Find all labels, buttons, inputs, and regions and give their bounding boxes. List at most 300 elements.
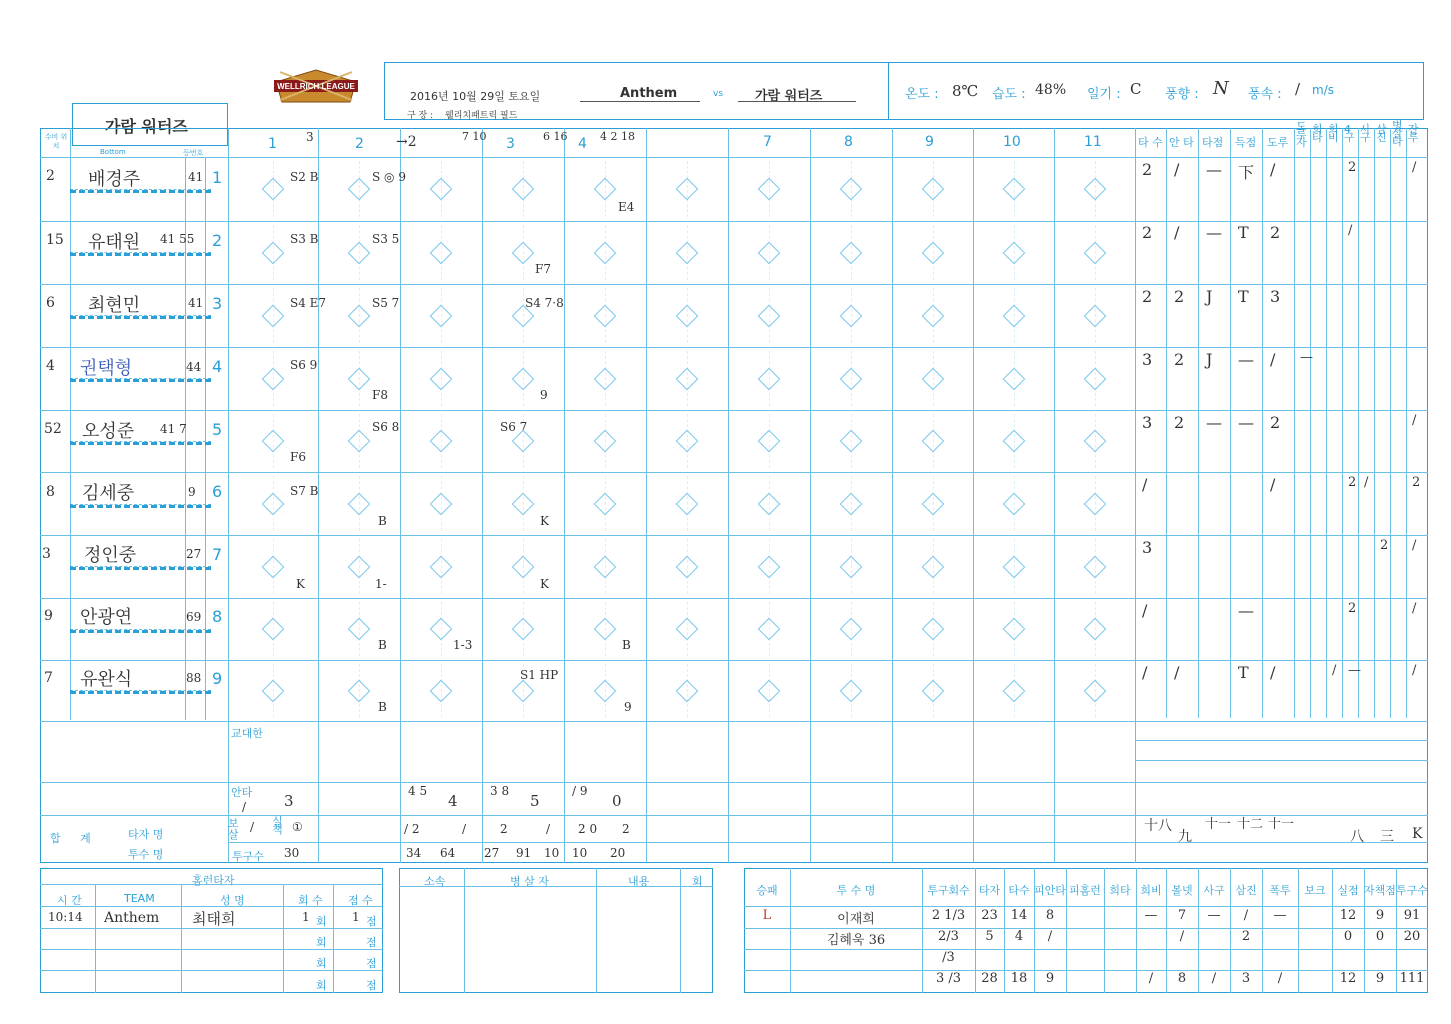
- cell-divider: [605, 288, 606, 343]
- pitcher-header: 투구회수: [927, 884, 970, 897]
- sub-label: 교대한: [231, 727, 263, 740]
- pitch-6: 10: [544, 846, 560, 860]
- pitcher-cell: 2 1/3: [931, 908, 966, 923]
- walks-3: / 2: [404, 822, 420, 836]
- stat-cell: /: [1174, 663, 1180, 682]
- cell-divider: [605, 539, 606, 594]
- batter-name: 유완식: [80, 669, 133, 690]
- walks-label: 보 살: [228, 817, 239, 841]
- pitcher-cell: 9: [1045, 971, 1055, 986]
- team-name: 가람 워터즈: [105, 117, 188, 136]
- batting-order: 8: [212, 607, 223, 626]
- cell-divider: [687, 225, 688, 280]
- cell-divider: [1095, 225, 1096, 280]
- hr-inn-unit: 회: [316, 957, 327, 970]
- batting-order: 1: [212, 168, 223, 187]
- summary-2: 九: [1178, 829, 1192, 845]
- batter-no: 69: [186, 610, 202, 624]
- pitcher-cell: 김혜욱 36: [826, 933, 886, 948]
- hits-label: 안타: [231, 786, 253, 799]
- pitch-label: 투구수: [232, 850, 264, 863]
- stat-header-hbp: 사구: [1360, 123, 1371, 144]
- pitcher-header: 승패: [756, 884, 778, 897]
- pitcher-header: 피홈런: [1069, 884, 1101, 897]
- batter-pos: 6: [46, 295, 55, 311]
- batter-pos: 2: [46, 168, 55, 184]
- batter-no: 27: [186, 547, 202, 561]
- cell-divider: [605, 351, 606, 406]
- pitcher-header: 사구: [1203, 884, 1225, 897]
- cell-divider: [441, 288, 442, 343]
- play-r4-i3: 9: [540, 388, 548, 402]
- stat-header-h: 안 타: [1169, 136, 1194, 149]
- hr-pts: 1: [352, 910, 360, 924]
- summary-8: 三: [1380, 829, 1394, 845]
- batting-order: 7: [212, 545, 223, 564]
- play-r3-i1: S4 E7: [290, 296, 327, 310]
- cell-divider: [273, 602, 274, 656]
- walks-5: 2: [500, 822, 508, 836]
- summary-3: 十一: [1205, 817, 1232, 832]
- cell-divider: [441, 225, 442, 280]
- pitcher-cell: 91: [1403, 908, 1421, 923]
- pitcher-cell: 18: [1010, 971, 1028, 986]
- play-r4-i2: F8: [372, 388, 388, 402]
- batter-pos: 52: [44, 421, 62, 437]
- stat-cell: /: [1364, 475, 1369, 490]
- injury-header-content: 내용: [628, 875, 650, 888]
- stat-header-sh: 희타: [1312, 123, 1323, 144]
- cell-divider: [933, 351, 934, 406]
- hits-6: 5: [530, 792, 540, 810]
- play-r9-i4: 9: [624, 700, 632, 714]
- stat-cell: /: [1174, 160, 1180, 179]
- cell-divider: [441, 414, 442, 468]
- cell-divider: [359, 539, 360, 594]
- cell-divider: [273, 161, 274, 217]
- inning-2-header: 2: [355, 136, 364, 152]
- cell-divider: [851, 414, 852, 468]
- batter-no: 41 7: [160, 422, 187, 436]
- play-r1-i1: S2 B: [290, 170, 319, 184]
- batter-no: 44: [186, 360, 202, 374]
- stat-cell: 2: [1142, 223, 1153, 242]
- cell-divider: [441, 351, 442, 406]
- cell-divider: [1014, 602, 1015, 656]
- venue: 웰리치패트릭 필드: [445, 111, 518, 121]
- cell-divider: [851, 476, 852, 531]
- hits-1: /: [242, 800, 247, 814]
- stat-header-so: 삼진: [1376, 123, 1387, 144]
- weather-value: C: [1130, 80, 1142, 98]
- cell-divider: [687, 602, 688, 656]
- batter-pos: 8: [46, 484, 55, 500]
- injury-header-player: 병 살 자: [510, 875, 549, 888]
- batter-pos: 4: [46, 358, 55, 374]
- hr-inn-unit: 회: [316, 936, 327, 949]
- cell-divider: [1014, 539, 1015, 594]
- cell-divider: [769, 225, 770, 280]
- play-r1-i4: E4: [618, 200, 635, 214]
- cell-divider: [605, 225, 606, 280]
- hr-inn-unit: 회: [316, 979, 327, 992]
- cell-divider: [687, 414, 688, 468]
- batting-order: 2: [212, 231, 223, 250]
- stat-cell: /: [1412, 538, 1417, 553]
- stat-cell: —: [1206, 223, 1222, 242]
- cell-divider: [441, 161, 442, 217]
- batter-no: 41: [188, 296, 204, 310]
- pitcher-cell: —: [1207, 908, 1221, 923]
- cell-divider: [933, 225, 934, 280]
- cell-divider: [273, 664, 274, 717]
- game-date: 2016년 10월 29일 토요일: [410, 90, 541, 103]
- pitcher-cell: /: [1179, 929, 1185, 944]
- cell-divider: [1014, 414, 1015, 468]
- cell-divider: [1095, 476, 1096, 531]
- pitcher-header: 희비: [1140, 884, 1162, 897]
- play-r8-i2b: 1-3: [453, 638, 473, 652]
- stat-cell: 2: [1348, 475, 1357, 490]
- inning-mark-3: 7 10: [462, 130, 487, 143]
- inning-8-header: 8: [844, 134, 853, 150]
- stat-cell: 2: [1270, 413, 1281, 432]
- stat-cell: 2: [1348, 601, 1357, 616]
- cell-divider: [1014, 476, 1015, 531]
- cell-divider: [933, 288, 934, 343]
- stat-cell: /: [1270, 475, 1276, 494]
- cell-divider: [605, 664, 606, 717]
- stat-header-bb: 4구: [1344, 123, 1355, 144]
- pitcher-label: 투수 명: [128, 848, 164, 861]
- inning-7-header: 7: [763, 134, 772, 150]
- cell-divider: [933, 414, 934, 468]
- cell-divider: [933, 602, 934, 656]
- cell-divider: [687, 351, 688, 406]
- stat-header-sf: 희비: [1328, 123, 1339, 144]
- play-r7-i3: K: [540, 577, 549, 591]
- batting-order: 4: [212, 357, 223, 376]
- pitcher-header: 보크: [1304, 884, 1326, 897]
- cell-divider: [273, 414, 274, 468]
- batter-pos: 3: [42, 546, 51, 562]
- cell-divider: [687, 161, 688, 217]
- cell-divider: [359, 664, 360, 717]
- stat-cell: /: [1270, 160, 1276, 179]
- humidity-value: 48%: [1035, 82, 1067, 98]
- side-label: Bottom: [100, 148, 126, 156]
- pitcher-cell: 이재희: [837, 912, 875, 927]
- stat-cell: /: [1412, 413, 1417, 428]
- pitcher-header: 타수: [1008, 884, 1030, 897]
- cell-divider: [273, 476, 274, 531]
- pitch-8: 20: [610, 846, 626, 860]
- cell-divider: [359, 414, 360, 468]
- pitch-2: 34: [406, 846, 422, 860]
- batter-label: 타자 명: [128, 828, 164, 841]
- stat-cell: 2: [1380, 538, 1389, 553]
- cell-divider: [359, 225, 360, 280]
- pitcher-cell: 20: [1403, 929, 1421, 944]
- venue-label: 구 장 :: [407, 111, 434, 121]
- pitcher-header: 삼진: [1235, 884, 1257, 897]
- stat-cell: 2: [1174, 413, 1185, 432]
- stat-cell: 2: [1412, 475, 1421, 490]
- batting-order: 3: [212, 294, 223, 313]
- weather-label: 일기 :: [1087, 87, 1121, 102]
- stat-cell: —: [1238, 413, 1254, 432]
- pitcher-cell: 111: [1399, 971, 1425, 986]
- pitcher-cell: 2/3: [938, 929, 959, 944]
- hr-header-name: 성 명: [220, 894, 245, 907]
- hr-pts-unit: 점: [366, 915, 377, 928]
- summary-7: 八: [1350, 829, 1364, 845]
- cell-divider: [523, 414, 524, 468]
- stat-header-ab: 타 수: [1138, 136, 1163, 149]
- cell-divider: [769, 602, 770, 656]
- pitcher-cell: —: [1144, 908, 1158, 923]
- cell-divider: [769, 351, 770, 406]
- cell-divider: [687, 476, 688, 531]
- stat-cell: J: [1206, 350, 1213, 369]
- pitcher-cell: /: [1148, 971, 1154, 986]
- cell-divider: [851, 161, 852, 217]
- cell-divider: [1095, 539, 1096, 594]
- cell-divider: [933, 161, 934, 217]
- total-label: 합 계: [50, 832, 99, 845]
- walks-6: /: [546, 822, 551, 836]
- inning-4-header: 4: [578, 136, 587, 152]
- cell-divider: [359, 602, 360, 656]
- cell-divider: [851, 539, 852, 594]
- stat-cell: /: [1412, 160, 1417, 175]
- stat-cell: —: [1348, 663, 1361, 678]
- league-logo: [270, 68, 362, 104]
- hr-header-inn: 회 수: [298, 894, 323, 907]
- stat-cell: /: [1412, 663, 1417, 678]
- play-r8-i2: B: [378, 638, 387, 652]
- inning-mark-1: 3: [306, 130, 314, 144]
- stat-cell: /: [1142, 601, 1148, 620]
- pitcher-cell: /: [1211, 971, 1217, 986]
- vs-label: vs: [713, 89, 724, 99]
- cell-divider: [769, 414, 770, 468]
- inning-3-header: 3: [506, 136, 515, 152]
- stat-cell: 2: [1174, 287, 1185, 306]
- walks-4: /: [462, 822, 467, 836]
- batting-order: 5: [212, 420, 223, 439]
- pitcher-cell: /: [1243, 908, 1249, 923]
- stat-header-cs: 도루자: [1296, 120, 1307, 149]
- pitcher-cell: 14: [1010, 908, 1028, 923]
- play-r2-i2: S3 5: [372, 232, 400, 246]
- batting-order: 6: [212, 482, 223, 501]
- play-r1-i2: S ◎ 9: [372, 170, 406, 184]
- stat-cell: —: [1238, 601, 1254, 620]
- pitcher-cell: 3: [1241, 971, 1251, 986]
- cell-divider: [769, 161, 770, 217]
- stat-cell: T: [1238, 223, 1249, 242]
- pitcher-cell: 8: [1045, 908, 1055, 923]
- cell-divider: [1014, 664, 1015, 717]
- pitch-7: 10: [572, 846, 588, 860]
- pitcher-cell: 9: [1375, 971, 1385, 986]
- wind-dir-value: N: [1213, 78, 1229, 99]
- cell-divider: [441, 539, 442, 594]
- cell-divider: [1095, 602, 1096, 656]
- cell-divider: [769, 476, 770, 531]
- cell-divider: [605, 602, 606, 656]
- cell-divider: [273, 539, 274, 594]
- stat-cell: /: [1174, 223, 1180, 242]
- pitcher-cell: /: [1047, 929, 1053, 944]
- pitcher-cell: /: [1277, 971, 1283, 986]
- cell-divider: [605, 161, 606, 217]
- play-r2-i1: S3 B: [290, 232, 319, 246]
- batter-name: 배경주: [88, 169, 141, 190]
- stat-cell: —: [1206, 160, 1222, 179]
- walks-8: 2: [622, 822, 630, 836]
- cell-divider: [523, 351, 524, 406]
- stat-cell: /: [1412, 601, 1417, 616]
- errors-label: 실 책: [272, 815, 283, 836]
- play-r6-i2: B: [378, 514, 387, 528]
- play-r5-i2: S6 8: [372, 420, 400, 434]
- cell-divider: [441, 602, 442, 656]
- hr-name: 최태희: [192, 910, 236, 928]
- pitch-3: 64: [440, 846, 456, 860]
- cell-divider: [1095, 288, 1096, 343]
- cell-divider: [851, 351, 852, 406]
- wind-unit: m/s: [1312, 83, 1334, 97]
- cell-divider: [359, 161, 360, 217]
- pitcher-cell: 3 /3: [935, 971, 962, 986]
- cell-divider: [523, 161, 524, 217]
- cell-divider: [605, 414, 606, 468]
- inning-10-header: 10: [1003, 134, 1021, 150]
- hr-pts-unit: 점: [366, 936, 377, 949]
- walks-7: 2 0: [578, 822, 598, 836]
- hits-4: 4: [448, 792, 458, 810]
- hr-header-time: 시 간: [57, 894, 82, 907]
- inning-11-header: 11: [1084, 134, 1102, 150]
- play-r9-i2: B: [378, 700, 387, 714]
- stat-cell: —: [1300, 350, 1313, 365]
- stat-cell: T: [1238, 663, 1249, 682]
- cell-divider: [273, 351, 274, 406]
- stat-cell: 2: [1142, 287, 1153, 306]
- pitcher-header: 희타: [1109, 884, 1131, 897]
- batter-no: 41: [188, 170, 204, 184]
- stat-cell: /: [1348, 223, 1353, 238]
- cell-divider: [687, 664, 688, 717]
- summary-1: 十八: [1144, 818, 1172, 834]
- pitcher-header: 폭투: [1269, 884, 1291, 897]
- inning-9-header: 9: [925, 134, 934, 150]
- hr-header-team: TEAM: [124, 892, 155, 905]
- hr-time: 10:14: [48, 910, 83, 924]
- pitcher-cell: —: [1273, 908, 1287, 923]
- batter-pos: 9: [44, 608, 53, 624]
- cell-divider: [1014, 288, 1015, 343]
- cell-divider: [933, 664, 934, 717]
- stat-cell: /: [1270, 350, 1276, 369]
- walks-2: ①: [292, 820, 303, 834]
- pitch-1: 30: [284, 846, 300, 860]
- hr-pts-unit: 점: [366, 979, 377, 992]
- pitcher-header: 피안타: [1034, 884, 1066, 897]
- pitch-4: 27: [484, 846, 500, 860]
- batting-order: 9: [212, 669, 223, 688]
- cell-divider: [605, 476, 606, 531]
- stat-cell: 2: [1174, 350, 1185, 369]
- pitcher-cell: 4: [1014, 929, 1024, 944]
- inning-1-header: 1: [268, 136, 277, 152]
- hr-inn-unit: 회: [316, 915, 327, 928]
- cell-divider: [851, 664, 852, 717]
- play-r2-i3: F7: [535, 262, 551, 276]
- pitcher-cell: 2: [1241, 929, 1251, 944]
- cell-divider: [523, 288, 524, 343]
- stat-header-lob: 잔루: [1408, 123, 1419, 144]
- pitcher-cell: 0: [1343, 929, 1353, 944]
- stat-cell: /: [1332, 663, 1337, 678]
- play-r5-i1: F6: [290, 450, 306, 464]
- cell-divider: [523, 476, 524, 531]
- batter-name: 오성준: [82, 421, 135, 442]
- hits-2: 3: [284, 792, 294, 810]
- pitcher-header: 자책점: [1364, 884, 1396, 897]
- injury-header-team: 소속: [424, 875, 446, 888]
- back-no-label: 등번호: [183, 149, 204, 157]
- pitcher-cell: L: [762, 908, 772, 923]
- stat-cell: 3: [1142, 350, 1153, 369]
- hits-3: 4 5: [408, 784, 428, 798]
- play-r8-i4: B: [622, 638, 631, 652]
- pitcher-cell: 8: [1177, 971, 1187, 986]
- cell-divider: [1014, 225, 1015, 280]
- batter-name: 정인중: [84, 545, 137, 566]
- walks-1: /: [250, 820, 255, 834]
- pitcher-header: 볼넷: [1171, 884, 1193, 897]
- injury-header-inn: 회: [692, 875, 703, 888]
- pitcher-cell: 12: [1339, 971, 1357, 986]
- stat-cell: 3: [1270, 287, 1281, 306]
- stat-cell: T: [1238, 287, 1249, 306]
- batter-name: 유태원: [88, 232, 141, 253]
- pitcher-header: 투구수: [1396, 884, 1428, 897]
- cell-divider: [769, 288, 770, 343]
- play-r7-i1: K: [296, 577, 305, 591]
- cell-divider: [851, 602, 852, 656]
- hr-team: Anthem: [104, 910, 160, 926]
- inning-mark-2: →2: [396, 134, 417, 150]
- batter-no: 88: [186, 671, 202, 685]
- hr-inn: 1: [302, 910, 310, 924]
- play-r4-i1: S6 9: [290, 358, 318, 372]
- batter-name: 최현민: [88, 295, 141, 316]
- pitcher-cell: 9: [1375, 908, 1385, 923]
- cell-divider: [769, 664, 770, 717]
- summary-4: 十二: [1237, 817, 1264, 832]
- svg-text:WELLRICH LEAGUE: WELLRICH LEAGUE: [277, 82, 355, 91]
- summary-5: 十一: [1268, 817, 1295, 832]
- play-r3-i3: S4 7·8: [525, 296, 564, 310]
- cell-divider: [1095, 161, 1096, 217]
- cell-divider: [933, 539, 934, 594]
- hr-pts-unit: 점: [366, 957, 377, 970]
- stat-cell: 下: [1238, 163, 1255, 182]
